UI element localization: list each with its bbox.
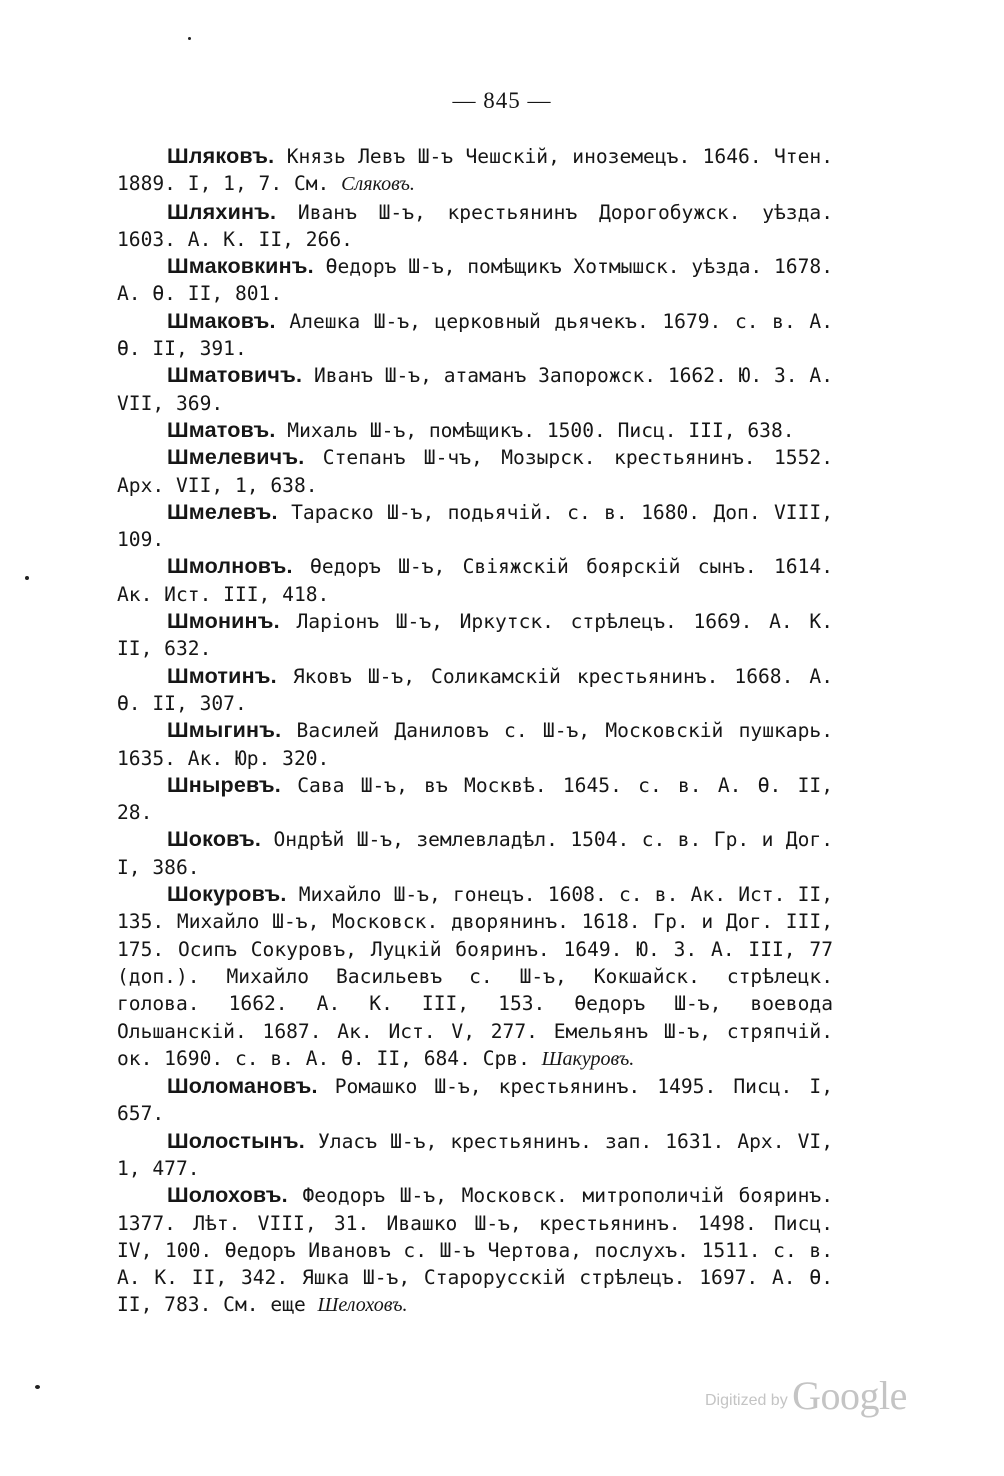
entry-text: Алешка Ш-ъ, церковный дьячекъ. 1679. с. в. А. Ѳ. II, 391. bbox=[117, 309, 833, 361]
entry bbox=[117, 717, 833, 772]
page-number: — 845 — bbox=[452, 88, 552, 113]
entry bbox=[117, 826, 833, 881]
entry-headword: Шмолновъ. bbox=[167, 554, 293, 579]
entry bbox=[117, 444, 833, 499]
entry-text: Сава Ш-ъ, въ Москвѣ. 1645. с. в. А. Ѳ. II, 28. bbox=[117, 773, 833, 825]
entry-text: Яковъ Ш-ъ, Соликамскій крестьянинъ. 1668. А. Ѳ. II, 307. bbox=[117, 664, 833, 715]
entry bbox=[117, 253, 833, 308]
entry-text: Василей Даниловъ с. Ш-ъ, Московскій пушкарь. 1635. Ак. Юр. 320. bbox=[117, 719, 833, 770]
entry-headword: Шляхинъ. bbox=[167, 199, 277, 224]
entry-headword: Шматовичъ. bbox=[167, 363, 303, 388]
scan-speck bbox=[35, 1385, 40, 1389]
entry-text: Ѳедоръ Ш-ъ, Свіяжскій боярскій сынъ. 1614. Ак. Ист. III, 418. bbox=[117, 555, 833, 606]
entry bbox=[117, 553, 833, 608]
entry bbox=[117, 1182, 833, 1319]
entry-headword: Шоковъ. bbox=[167, 827, 262, 852]
entry-text: Ларіонъ Ш-ъ, Иркутск. стрѣлецъ. 1669. А. К. II, 632. bbox=[117, 610, 833, 661]
entry bbox=[117, 1128, 833, 1183]
entry-headword: Шмонинъ. bbox=[167, 609, 280, 634]
entry-text: Тараско Ш-ъ, подьячій. с. в. 1680. Доп. VIII, 109. bbox=[117, 500, 833, 552]
entry-headword: Шмаковкинъ. bbox=[167, 254, 314, 279]
entry-cross-reference: Шелоховъ. bbox=[317, 1294, 408, 1317]
entry bbox=[117, 608, 833, 663]
entry-text: Иванъ Ш-ъ, атаманъ Запорожск. 1662. Ю. З. А. VII, 369. bbox=[117, 364, 833, 415]
entry bbox=[117, 1073, 833, 1128]
google-logo: Google bbox=[792, 1373, 907, 1418]
watermark-prefix: Digitized by bbox=[705, 1392, 788, 1409]
entry-headword: Шолостынъ. bbox=[167, 1128, 305, 1153]
entry-headword: Шмаковъ. bbox=[167, 308, 276, 333]
entry-text: Ондрѣй Ш-ъ, землевладѣл. 1504. с. в. Гр. и Дог. I, 386. bbox=[117, 828, 833, 879]
entry bbox=[117, 199, 833, 254]
entry bbox=[117, 308, 833, 363]
dictionary-entries bbox=[117, 143, 833, 1320]
entry-text: Ѳедоръ Ш-ъ, помѣщикъ Хотмышск. уѣзда. 1678. А. Ѳ. II, 801. bbox=[117, 255, 833, 306]
entry-headword: Шмелевичъ. bbox=[167, 445, 305, 470]
entry-headword: Шоломановъ. bbox=[167, 1074, 318, 1099]
entry bbox=[117, 362, 833, 417]
entry bbox=[117, 663, 833, 718]
entry-headword: Шмелевъ. bbox=[167, 499, 278, 524]
entry-text: Ромашко Ш-ъ, крестьянинъ. 1495. Писц. I, 657. bbox=[117, 1075, 833, 1126]
entry-headword: Шматовъ. bbox=[167, 417, 276, 442]
entry-text: Михаль Ш-ъ, помѣщикъ. 1500. Писц. III, 638. bbox=[275, 418, 795, 442]
scan-speck bbox=[188, 37, 191, 40]
entry-headword: Шокуровъ. bbox=[167, 882, 287, 907]
entry-cross-reference: Шакуровъ. bbox=[541, 1047, 635, 1070]
entry-text: Михайло Ш-ъ, гонецъ. 1608. с. в. Ак. Ист. II, 135. Михайло Ш-ъ, Московск. дворянинъ. 1618. Гр. и Дог. III, 175. Осипъ Сокуровъ, Луцкій бояринъ. 1649. Ю. З. А. III, 77 (доп.). Михайло Васильевъ с. Ш-ъ, Кокшайск. стрѣлецк. голова. 1662. А. К. III, 153. Ѳедоръ Ш-ъ, воевода Ольшанскій. 1687. Ак. Ист. V, 277. Емельянъ Ш-ъ, стряпчій. ок. 1690. с. в. А. Ѳ. II, 684. Срв. bbox=[117, 883, 833, 1070]
entry-headword: Шляковъ. bbox=[167, 144, 275, 168]
entry bbox=[117, 881, 833, 1073]
entry-text: Князь Левъ Ш-ъ Чешскій, иноземецъ. 1646. Чтен. 1889. I, 1, 7. См. bbox=[117, 145, 833, 196]
entry-text: Феодоръ Ш-ъ, Московск. митрополичій бояринъ. 1377. Лѣт. VIII, 31. Ивашко Ш-ъ, крестьянинъ. 1498. Писц. IV, 100. Ѳедоръ Ивановъ с. Ш-ъ Чертова, послухъ. 1511. с. в. А. К. II, 342. Яшка Ш-ъ, Старорусскій стрѣлецъ. 1697. А. Ѳ. II, 783. См. еще bbox=[117, 1184, 833, 1317]
entry-headword: Шмыгинъ. bbox=[167, 718, 282, 743]
entry-text: Уласъ Ш-ъ, крестьянинъ. зап. 1631. Арх. VI, 1, 477. bbox=[117, 1129, 833, 1180]
entry bbox=[117, 143, 833, 199]
entry bbox=[117, 417, 833, 444]
digitized-by-google-watermark bbox=[705, 1372, 907, 1419]
entry-headword: Шолоховъ. bbox=[167, 1183, 288, 1208]
entry-text: Степанъ Ш-чъ, Мозырск. крестьянинъ. 1552. Арх. VII, 1, 638. bbox=[117, 446, 833, 497]
scan-speck bbox=[25, 576, 29, 580]
entry-text: Иванъ Ш-ъ, крестьянинъ Дорогобужск. уѣзда. 1603. А. К. II, 266. bbox=[117, 200, 833, 251]
entry bbox=[117, 499, 833, 554]
entry-headword: Шныревъ. bbox=[167, 772, 281, 797]
entry bbox=[117, 772, 833, 827]
entry-headword: Шмотинъ. bbox=[167, 663, 277, 688]
entry-cross-reference: Сляковъ. bbox=[341, 173, 415, 196]
